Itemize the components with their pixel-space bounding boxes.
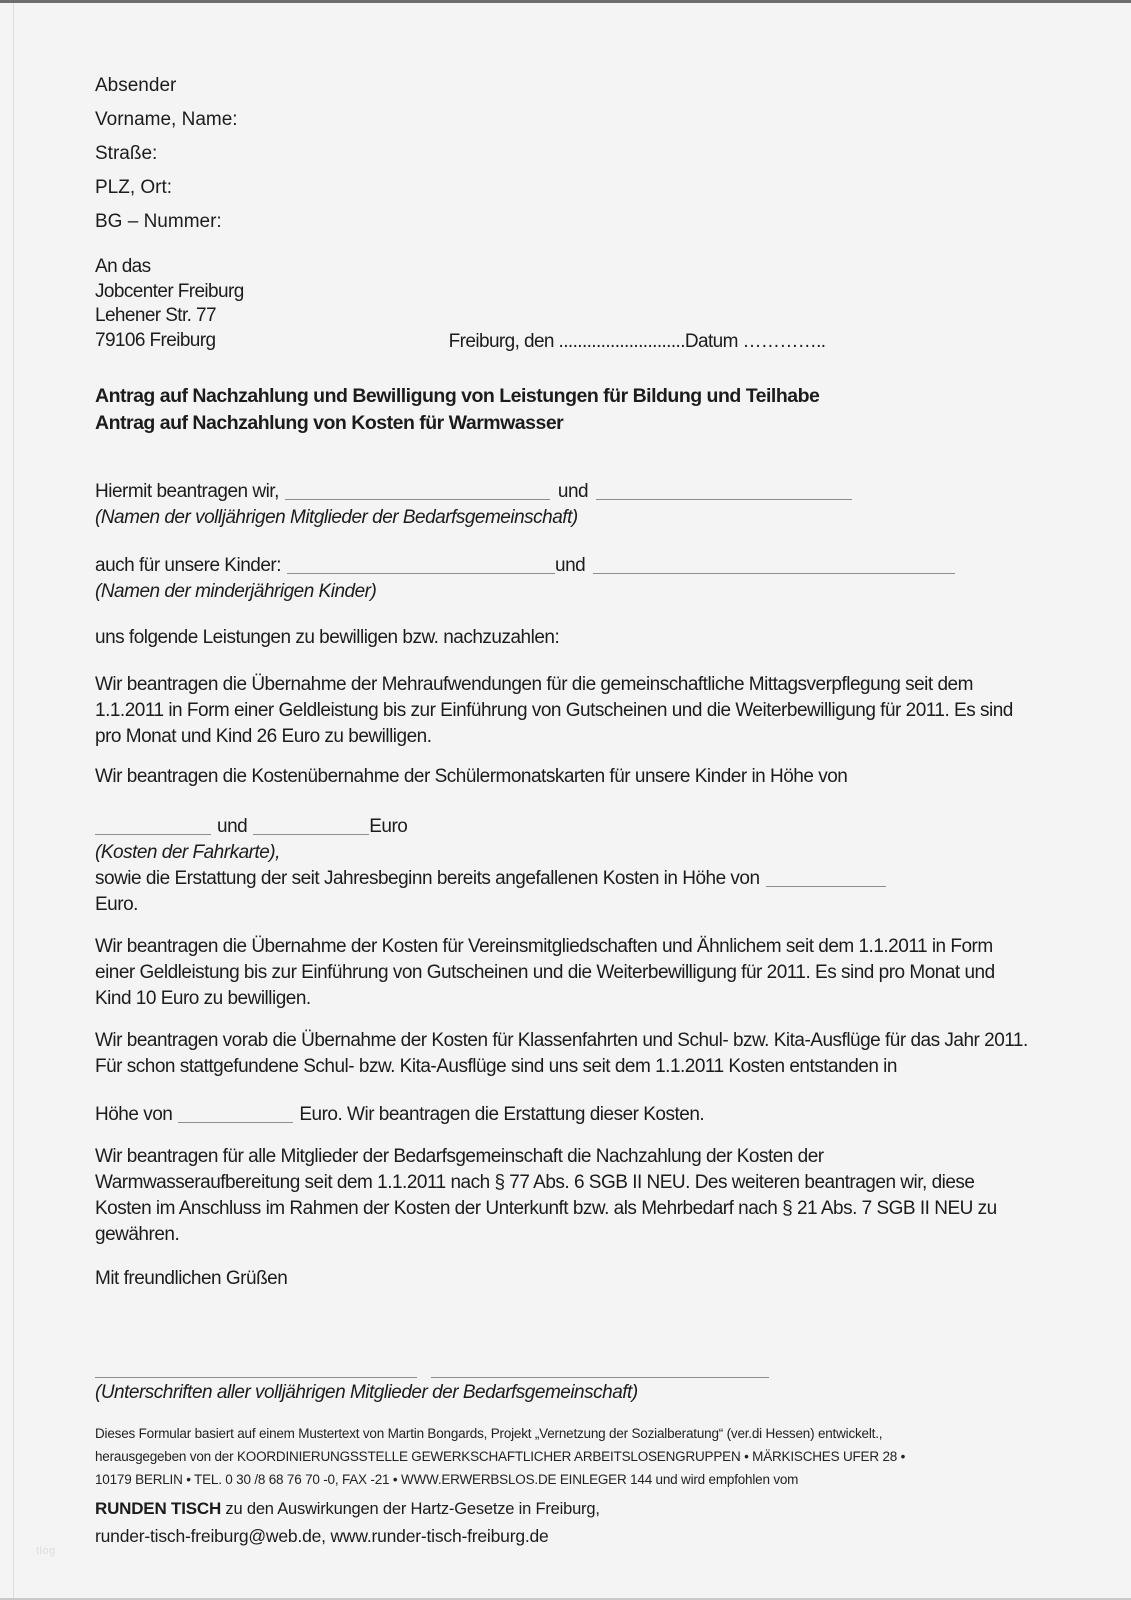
fare-amount-blank-2 — [253, 819, 369, 835]
paragraph-tickets: Wir beantragen die Kostenübernahme der Schülermonatskarten für unsere Kinder in Höhe von — [95, 766, 848, 787]
footer-credit-line-3: 10179 BERLIN • TEL. 0 30 /8 68 76 70 -0, FAX -21 • WWW.ERWERBSLOS.DE EINLEGER 144 und wird empfohlen vom — [95, 1472, 799, 1487]
euro-word-1: Euro — [369, 816, 408, 837]
sender-street-label: Straße: — [95, 143, 158, 164]
paragraph-trips — [95, 1028, 1031, 1080]
recipient-line-street: Lehener Str. 77 — [95, 305, 216, 326]
title-line-2: Antrag auf Nachzahlung von Kosten für Warmwasser — [95, 412, 564, 434]
paragraph-trips-request: Wir beantragen vorab die Übernahme der Kosten für Klassenfahrten und Schul- bzw. Kita-Ausflüge für das Jahr 2011. — [95, 1030, 1028, 1051]
footer-credit-line-1: Dieses Formular basiert auf einem Mustertext von Martin Bongards, Projekt „Vernetzung der Sozialberatung“ (ver.di Hessen) entwickelt., — [95, 1426, 883, 1441]
amount-suffix: Euro. Wir beantragen die Erstattung dieser Kosten. — [299, 1104, 705, 1125]
paragraph-meals: Wir beantragen die Übernahme der Mehraufwendungen für die gemeinschaftliche Mittagsverpflegung seit dem 1.1.2011 in Form einer Geldleistung bis zur Einführung von Gutscheinen und die Weiterbewilligung für 2011. Es sind pro Monat und Kind 26 Euro zu bewilligen. — [95, 674, 1013, 747]
signature-note: (Unterschriften aller volljährigen Mitglieder der Bedarfsgemeinschaft) — [95, 1382, 638, 1403]
amount-prefix: Höhe von — [95, 1104, 173, 1125]
and-word-1: und — [557, 481, 589, 502]
runder-tisch-name: RUNDEN TISCH — [95, 1499, 222, 1518]
fare-amount-blank-1 — [95, 819, 211, 835]
footer — [95, 1422, 1031, 1550]
request-children-line — [95, 553, 1031, 579]
footer-runder-tisch-line — [95, 1496, 1031, 1522]
runder-tisch-rest: zu den Auswirkungen der Hartz-Gesetze in Freiburg, — [221, 1500, 600, 1518]
fare-note-line — [95, 840, 1031, 866]
signature-blank-1 — [95, 1362, 417, 1378]
title-line-1: Antrag auf Nachzahlung und Bewilligung von Leistungen für Bildung und Teilhabe — [95, 385, 820, 407]
recipient-line-city: 79106 Freiburg — [95, 329, 216, 351]
refund-prefix: sowie die Erstattung der seit Jahresbeginn bereits angefallenen Kosten in Höhe von — [95, 868, 760, 889]
and-word-3: und — [217, 816, 248, 837]
refund-amount-blank — [766, 871, 886, 887]
euro-line: Euro. — [95, 894, 138, 915]
letter-title — [95, 383, 1031, 437]
recipient-row — [95, 255, 1031, 353]
fare-note: (Kosten der Fahrkarte), — [95, 842, 280, 863]
child-name-blank-1 — [287, 558, 555, 574]
sender-heading: Absender — [95, 75, 177, 96]
closing-line: Mit freundlichen Grüßen — [95, 1268, 288, 1289]
signature-blank-2 — [431, 1362, 769, 1378]
page-watermark: tlog — [36, 1545, 56, 1557]
sender-block — [95, 69, 1031, 239]
date-line: Freiburg, den ...........................Datum ………….. — [448, 331, 826, 352]
signature-lines — [95, 1362, 1031, 1380]
recipient-address — [95, 255, 244, 353]
adult-name-blank-1 — [285, 484, 550, 500]
request-prefix: Hiermit beantragen wir, — [95, 481, 279, 502]
adults-note: (Namen der volljährigen Mitglieder der Bedarfsgemeinschaft) — [95, 507, 578, 528]
children-note: (Namen der minderjährigen Kinder) — [95, 581, 377, 602]
recipient-line-an-das: An das — [95, 256, 151, 277]
fare-amount-line — [95, 814, 1031, 840]
recipient-line-jobcenter: Jobcenter Freiburg — [95, 280, 244, 302]
sender-name-label: Vorname, Name: — [95, 109, 238, 130]
trip-amount-line — [95, 1102, 1031, 1128]
footer-contact-line: runder-tisch-freiburg@web.de, www.runder-tisch-freiburg.de — [95, 1526, 549, 1546]
footer-credit-line-2: herausgegeben von der KOORDINIERUNGSSTELLE GEWERKSCHAFTLICHER ARBEITSLOSENGRUPPEN • MÄRKISCHES UFER 28 • — [95, 1449, 906, 1464]
and-word-2: und — [555, 555, 586, 576]
child-name-blank-2 — [593, 558, 955, 574]
request-adults-line — [95, 479, 1031, 505]
intro-line: uns folgende Leistungen zu bewilligen bzw. nachzuzahlen: — [95, 627, 560, 648]
refund-line — [95, 866, 1031, 892]
paragraph-clubs: Wir beantragen die Übernahme der Kosten für Vereinsmitgliedschaften und Ähnlichem seit dem 1.1.2011 in Form einer Geldleistung bis zur Einführung von Gutscheinen und die Weiterbewilligung für 2011. Es sind pro Monat und Kind 10 Euro zu bewilligen. — [95, 936, 995, 1009]
children-prefix: auch für unsere Kinder: — [95, 555, 282, 576]
sender-city-label: PLZ, Ort: — [95, 177, 173, 198]
sender-bg-number-label: BG – Nummer: — [95, 211, 222, 232]
adult-name-blank-2 — [596, 484, 852, 500]
trip-amount-blank — [178, 1107, 293, 1123]
paragraph-warmwater: Wir beantragen für alle Mitglieder der Bedarfsgemeinschaft die Nachzahlung der Kosten der Warmwasseraufbereitung seit dem 1.1.2011 nach § 77 Abs. 6 SGB II NEU. Des weiteren beantragen wir, diese Kosten im Anschluss im Rahmen der Kosten der Unterkunft bzw. als Mehrbedarf nach § 21 Abs. 7 SGB II NEU zu gewähren. — [95, 1146, 997, 1245]
paragraph-trips-costs: Für schon stattgefundene Schul- bzw. Kita-Ausflüge sind uns seit dem 1.1.2011 Kosten entstanden in — [95, 1056, 897, 1077]
letter-content — [0, 3, 1131, 1550]
